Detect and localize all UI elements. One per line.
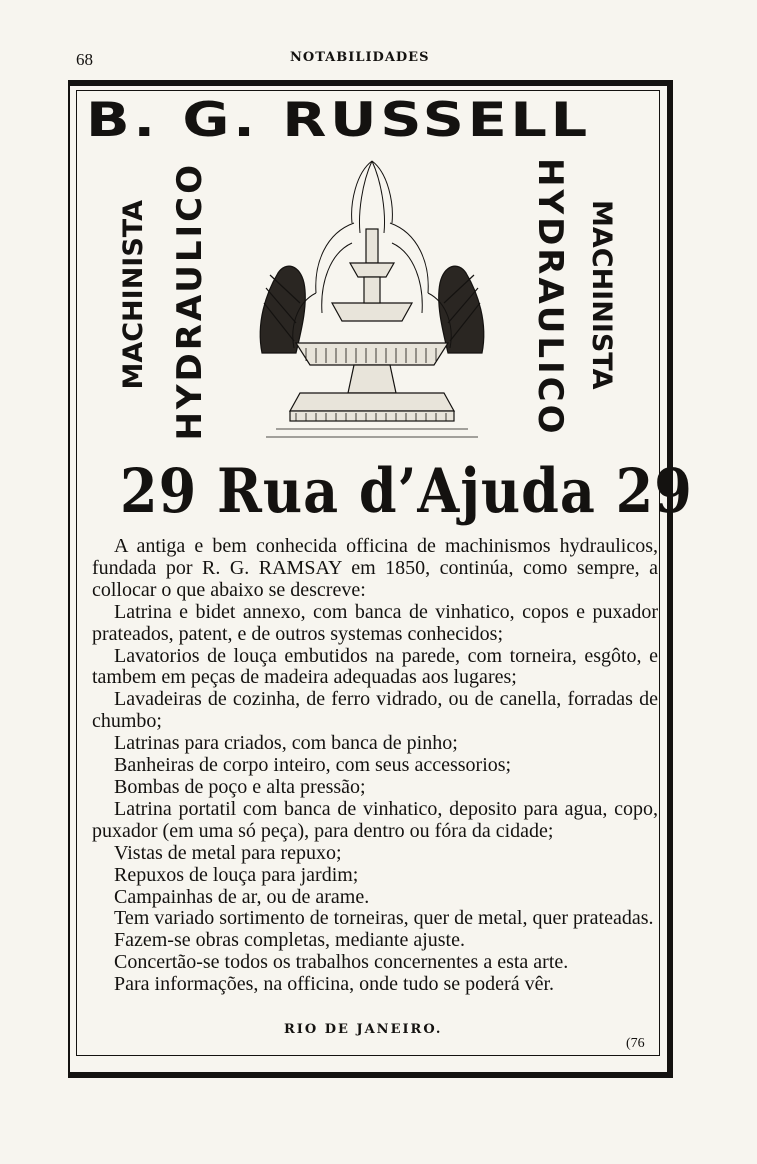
rocks-right: [439, 266, 484, 353]
paragraph: Campainhas de ar, ou de arame.: [114, 885, 370, 908]
paragraph: Repuxos de louça para jardim;: [114, 863, 359, 886]
advert-body: [92, 536, 658, 996]
page-number: 68: [76, 50, 93, 69]
ad-number: (76: [626, 1036, 645, 1051]
left-label-machinista: MACHINISTA: [118, 200, 149, 390]
paragraph: Fazem-se obras completas, mediante ajuste.: [114, 929, 465, 952]
lower-basin: [290, 343, 454, 421]
paragraph: Tem variado sortimento de torneiras, quer de metal, quer prateadas.: [114, 907, 654, 930]
paragraph: Vistas de metal para repuxo;: [114, 841, 342, 864]
paragraph: Para informações, na officina, onde tudo se poderá vêr.: [114, 973, 555, 996]
paragraph: Concertão-se todos os trabalhos concernentes a esta arte.: [114, 951, 569, 974]
fountain-illustration: [256, 153, 488, 443]
right-label-hydraulico: HYDRAULICO: [530, 158, 570, 437]
firm-name: B. G. RUSSELL: [86, 93, 591, 148]
paragraph: Lavatorios de louça embutidos na parede, com torneira, esgôto, e tambem em peças de madeira adequadas aos lugares;: [92, 644, 658, 689]
left-label-hydraulico: HYDRAULICO: [170, 162, 210, 441]
rocks-left: [260, 266, 305, 353]
paragraph: Lavadeiras de cozinha, de ferro vidrado, ou de canella, forradas de chumbo;: [92, 688, 658, 733]
paragraph: Latrina e bidet annexo, com banca de vinhatico, copos e puxador prateados, patent, e de outros systemas conhecidos;: [92, 600, 658, 645]
running-head: NOTABILIDADES: [290, 50, 430, 65]
paragraph: A antiga e bem conhecida officina de machinismos hydraulicos, fundada por R. G. RAMSAY em 1850, continúa, como sempre, a collocar o que abaixo se descreve:: [92, 535, 658, 601]
right-label-machinista: MACHINISTA: [586, 200, 617, 390]
paragraph: Banheiras de corpo inteiro, com seus accessorios;: [114, 754, 512, 777]
paragraph: Bombas de poço e alta pressão;: [114, 775, 366, 798]
address: 29 Rua d’Ajuda 29: [120, 455, 693, 527]
paragraph: Latrinas para criados, com banca de pinho;: [114, 732, 458, 755]
upper-basin: [332, 229, 412, 321]
paragraph: Latrina portatil com banca de vinhatico, deposito para agua, copo, puxador (em uma só peça), para dentro ou fóra da cidade;: [92, 797, 658, 842]
city-line: RIO DE JANEIRO.: [284, 1022, 443, 1037]
